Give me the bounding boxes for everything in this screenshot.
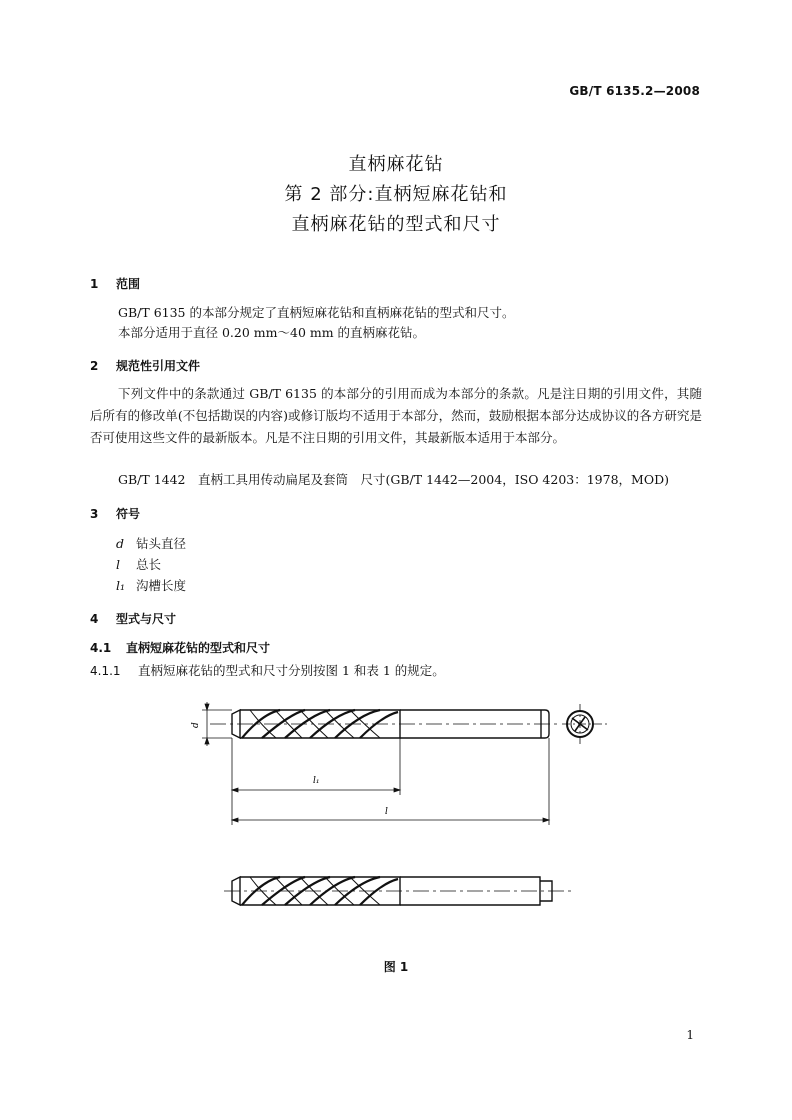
figure-1-drawing [0, 690, 792, 950]
scope-line-1: GB/T 6135 的本部分规定了直柄短麻花钻和直柄麻花钻的型式和尺寸。 [118, 305, 515, 320]
symbol-desc: 沟槽长度 [136, 578, 187, 593]
section-number: 4.1 [90, 641, 112, 655]
symbol-row [116, 534, 186, 552]
drill-with-tang-side-view [224, 877, 572, 905]
figure-caption: 图 1 [383, 960, 409, 974]
symbol-desc: 钻头直径 [136, 536, 187, 551]
section-number: 4 [90, 612, 99, 626]
section-4-heading [90, 610, 176, 627]
section-title: 规范性引用文件 [116, 359, 201, 373]
dim-label-l: l [385, 807, 388, 817]
section-number: 2 [90, 359, 99, 373]
page-number: 1 [686, 1028, 694, 1042]
dim-label-d: d [191, 722, 201, 728]
symbol: l [116, 557, 120, 572]
section-3-heading [90, 505, 140, 522]
section-title: 范围 [116, 277, 141, 291]
section-1-heading [90, 275, 140, 292]
section-4-1-heading [90, 639, 270, 656]
dim-label-l1: l₁ [313, 776, 320, 786]
title-line-1: 直柄麻花钻 [348, 154, 444, 175]
drill-end-view [562, 704, 610, 744]
section-title: 型式与尺寸 [116, 612, 177, 626]
normative-reference: GB/T 1442 直柄工具用传动扁尾及套筒 尺寸(GB/T 1442—2004，ISO 4203：1978，MOD) [118, 472, 669, 487]
section-title: 直柄短麻花钻的型式和尺寸 [126, 641, 271, 655]
section-number: 4.1.1 [90, 664, 121, 678]
normative-paragraph: 下列文件中的条款通过 GB/T 6135 的本部分的引用而成为本部分的条款。凡是注日期的引用文件，其随后所有的修改单(不包括勘误的内容)或修订版均不适用于本部分，然而，鼓励根据本部分达成协议的各方研究是否可使用这些文件的最新版本。凡是不注日期的引用文件，其最新版本适用于本部分。 [90, 386, 702, 445]
section-title: 符号 [116, 507, 141, 521]
title-line-3: 直柄麻花钻的型式和尺寸 [291, 214, 501, 235]
dimension-l [232, 738, 549, 825]
symbol: d [116, 536, 125, 551]
section-4-1-1 [90, 661, 445, 679]
section-number: 3 [90, 507, 99, 521]
symbol: l₁ [116, 578, 126, 593]
symbol-row [116, 555, 161, 573]
standard-number: GB/T 6135.2—2008 [569, 84, 700, 98]
scope-line-2: 本部分适用于直径 0.20 mm～40 mm 的直柄麻花钻。 [118, 325, 426, 340]
symbol-row [116, 576, 186, 594]
section-text: 直柄短麻花钻的型式和尺寸分别按图 1 和表 1 的规定。 [138, 663, 445, 678]
short-drill-side-view [210, 710, 560, 738]
section-2-heading [90, 357, 200, 374]
title-line-2: 第 2 部分:直柄短麻花钻和 [284, 184, 508, 205]
section-number: 1 [90, 277, 99, 291]
symbol-desc: 总长 [136, 557, 162, 572]
